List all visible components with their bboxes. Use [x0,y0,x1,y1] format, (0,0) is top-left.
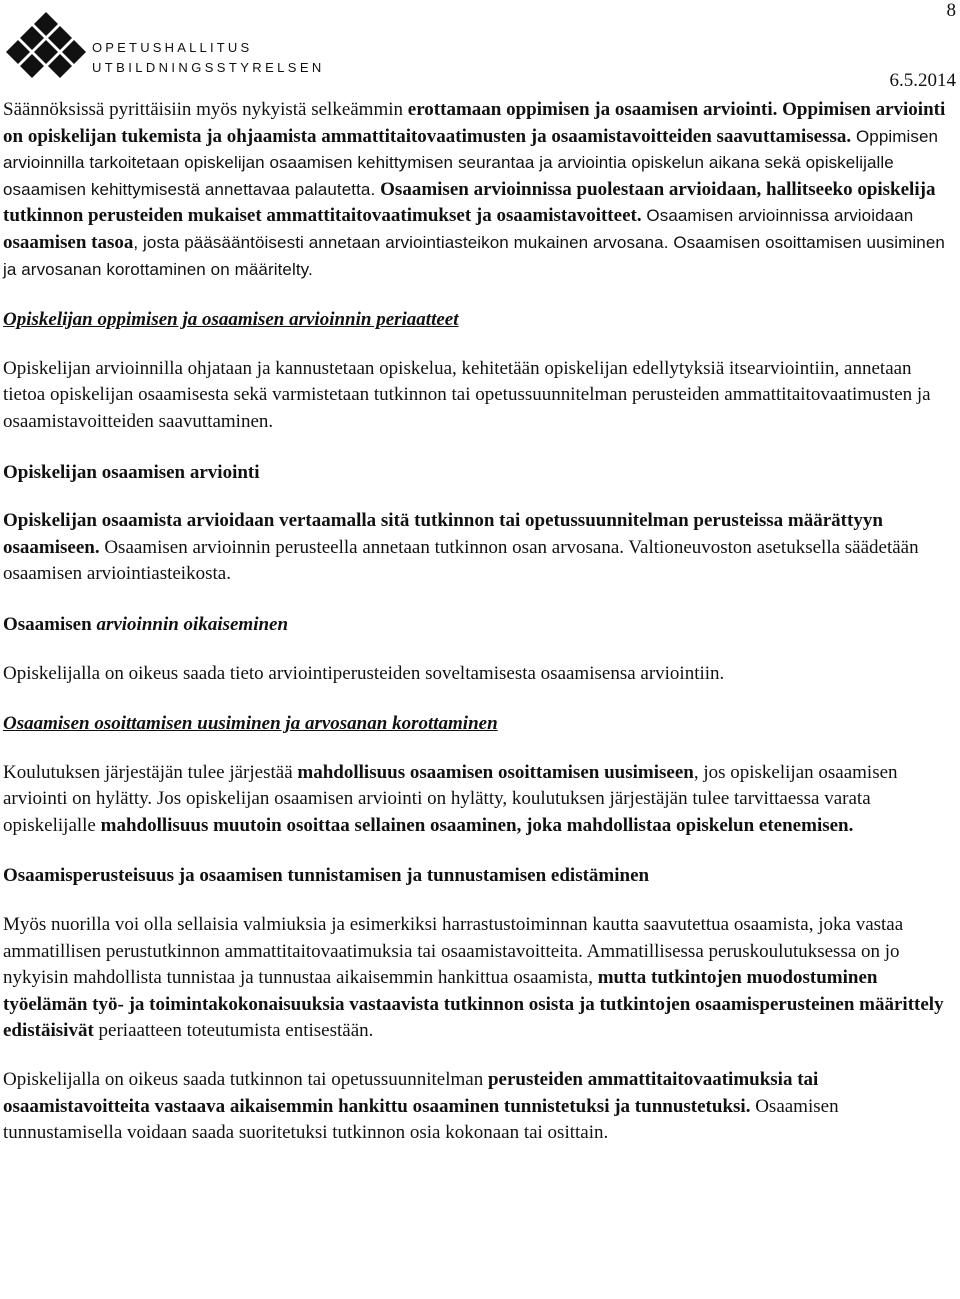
text-run: periaatteen toteutumista entisestään. [93,1020,374,1042]
bold-run: erottamaan oppimisen ja osaamisen arviointi. Oppimisen arviointi on opiskelijan tukemista ja ohjaamista ammattitaitovaatimusten ja osaamistavoitteiden saavuttamisessa. [3,99,946,147]
diamond-logo-icon [6,10,86,82]
bold-run: mutta tutkintojen muodostuminen työelämän työ- ja toimintakokonaisuuksia vastaavista tutkinnon osista ja tutkintojen osaamisperusteinen määrittely edistäisivät [3,967,944,1042]
section-heading-assessment: Opiskelijan osaamisen arviointi [3,461,260,483]
document-date: 6.5.2014 [889,70,956,91]
logo-text-swedish: UTBILDNINGSSTYRELSEN [92,60,325,75]
text-run: Oppimisen arvioinnilla tarkoitetaan opiskelijan osaamisen kehittymisen seurantaa ja arviointia opiskelun aikana sekä opiskelijalle osaamisen kehittymisestä annettavaa palautetta. [3,126,939,199]
bold-run: mahdollisuus muutoin osoittaa sellainen osaaminen, joka mahdollistaa opiskelun etenemisen. [100,814,854,836]
recognition-rights-paragraph [3,1067,953,1147]
bold-run: perusteiden ammattitaitovaatimuksia tai osaamistavoitteita vastaava aikaisemmin hankittu osaaminen tunnistetuksi ja tunnustetuksi. [3,1069,819,1117]
text-run: Myös nuorilla voi olla sellaisia valmiuksia ja esimerkiksi harrastustoiminnan kautta saavutettua osaamista, joka vastaa ammatillisen perustutkinnon ammattitaitovaatimuksia tai osaamistavoitteita. Ammatillisessa peruskoulutuksessa on jo nykyisin mahdollista tunnistaa ja tunnustaa aikaisemmin hankittua osaamista, [3,914,904,989]
text-run: , josta pääsääntöisesti annetaan arviointiasteikon mukainen arvosana. Osaamisen osoittamisen uusiminen ja arvosanan korottaminen on määritelty. [3,232,945,279]
bold-run: osaamisen tasoa [3,231,134,253]
correction-paragraph: Opiskelijalla on oikeus saada tieto arviointiperusteiden soveltamisesta osaamisensa arviointiin. [3,662,725,684]
retake-paragraph [3,760,953,840]
text-run: Koulutuksen järjestäjän tulee järjestää [3,761,298,783]
page-number: 8 [946,0,956,21]
section-heading-retake: Osaamisen osoittamisen uusiminen ja arvosanan korottaminen [3,713,498,735]
text-run: Osaamisen arvioinnin perusteella annetaan tutkinnon osan arvosana. Valtioneuvoston asetuksella säädetään osaamisen arviointiasteikosta. [3,536,919,585]
assessment-paragraph [3,508,953,588]
section-heading-recognition: Osaamisperusteisuus ja osaamisen tunnistamisen ja tunnustamisen edistäminen [3,865,650,887]
bold-run: Osaamisen arvioinnissa puolestaan arvioidaan, hallitseeko opiskelija tutkinnon perusteiden mukaiset ammattitaitovaatimukset ja osaamistavoitteet. [3,178,936,227]
text-run: Osaamisen arvioinnissa arvioidaan [641,206,914,226]
text-run: , jos opiskelijan osaamisen arviointi on hylätty. Jos opiskelijan osaamisen arviointi on hylätty, koulutuksen järjestäjän tulee tarvittaessa varata opiskelijalle [3,761,898,836]
recognition-paragraph [3,912,953,1045]
section-heading-correction: Osaamisen arvioinnin oikaiseminen [3,613,289,635]
logo-text-finnish: OPETUSHALLITUS [92,40,253,55]
intro-paragraph [3,97,953,283]
section-heading-principles: Opiskelijan oppimisen ja osaamisen arvioinnin periaatteet [3,309,459,331]
opetushallitus-logo [6,10,325,82]
text-run: Opiskelijalla on oikeus saada tutkinnon tai opetussuunnitelman [3,1069,488,1091]
bold-run: mahdollisuus osaamisen osoittamisen uusimiseen [297,761,694,783]
bold-run: Opiskelijan osaamista arvioidaan vertaamalla sitä tutkinnon tai opetussuunnitelman perusteissa määrättyyn osaamiseen. [3,510,883,558]
text-run: Säännöksissä pyrittäisiin myös nykyistä selkeämmin [3,99,408,120]
document-body [3,97,953,1147]
text-run: Osaamisen tunnustamisella voidaan saada suoritetuksi tutkinnon osia kokonaan tai osittain. [3,1095,839,1144]
principles-paragraph: Opiskelijan arvioinnilla ohjataan ja kannustetaan opiskelua, kehitetään opiskelijan edellytyksiä itsearviointiin, annetaan tietoa opiskelijan osaamisesta sekä varmistetaan tutkinnon tai opetussuunnitelman perusteiden ammattitaitovaatimusten ja osaamistavoitteiden saavuttaminen. [3,357,931,432]
